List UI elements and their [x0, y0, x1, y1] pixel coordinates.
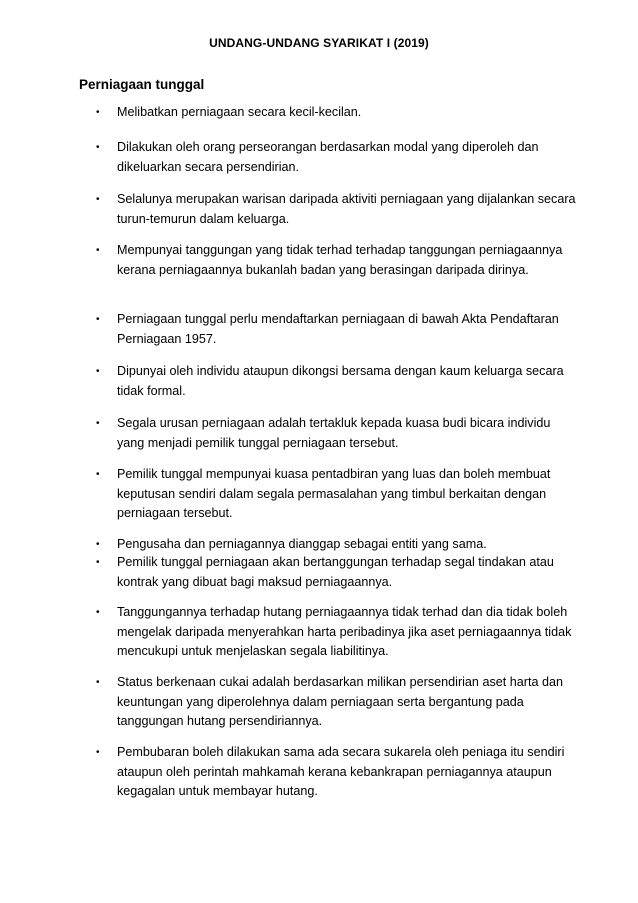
bullet-text: Segala urusan perniagaan adalah tertakluk kepada kuasa budi bicara individu yang menjadi pemilik tunggal perniagaan tersebut.	[117, 416, 551, 450]
bullet-text: Pengusaha dan perniagannya dianggap sebagai entiti yang sama.	[117, 537, 487, 551]
bullet-text: Status berkenaan cukai adalah berdasarkan milikan persendirian aset harta dan keuntungan yang diperolehnya dalam perniagaan serta bergantung pada tanggungan hutang persendiriannya.	[117, 675, 563, 728]
bullet-text: Perniagaan tunggal perlu mendaftarkan perniagaan di bawah Akta Pendaftaran Perniagaan 1957.	[117, 312, 559, 346]
bullet-item	[96, 414, 576, 453]
bullet-marker: •	[96, 194, 100, 205]
bullet-item	[96, 310, 576, 349]
bullet-marker: •	[96, 142, 100, 153]
bullet-text: Pembubaran boleh dilakukan sama ada secara sukarela oleh peniaga itu sendiri ataupun oleh perintah mahkamah kerana kebankrapan perniagannya ataupun kegagalan untuk membayar hutang.	[117, 745, 565, 798]
bullet-marker: •	[96, 107, 100, 118]
bullet-item	[96, 743, 576, 802]
bullet-item	[96, 465, 576, 524]
bullet-marker: •	[96, 539, 100, 550]
bullet-item	[96, 603, 576, 662]
bullet-text: Pemilik tunggal perniagaan akan bertanggungan terhadap segal tindakan atau kontrak yang dibuat bagi maksud perniagaannya.	[117, 555, 554, 589]
bullet-marker: •	[96, 314, 100, 325]
bullet-marker: •	[96, 418, 100, 429]
page-header: UNDANG-UNDANG SYARIKAT I (2019)	[209, 36, 429, 50]
bullet-text: Selalunya merupakan warisan daripada aktiviti perniagaan yang dijalankan secara turun-temurun dalam keluarga.	[117, 192, 576, 226]
bullet-item	[96, 535, 576, 555]
bullet-item	[96, 190, 576, 229]
bullet-item	[96, 241, 576, 280]
bullet-marker: •	[96, 677, 100, 688]
bullet-marker: •	[96, 557, 100, 568]
bullet-marker: •	[96, 245, 100, 256]
section-heading: Perniagaan tunggal	[79, 77, 205, 92]
bullet-item	[96, 103, 576, 123]
bullet-item	[96, 673, 576, 732]
bullet-text: Dipunyai oleh individu ataupun dikongsi bersama dengan kaum keluarga secara tidak formal.	[117, 364, 564, 398]
bullet-text: Dilakukan oleh orang perseorangan berdasarkan modal yang diperoleh dan dikeluarkan secara persendirian.	[117, 140, 539, 174]
bullet-marker: •	[96, 607, 100, 618]
bullet-marker: •	[96, 366, 100, 377]
bullet-item	[96, 138, 576, 177]
bullet-text: Melibatkan perniagaan secara kecil-kecilan.	[117, 105, 362, 119]
bullet-marker: •	[96, 747, 100, 758]
bullet-text: Mempunyai tanggungan yang tidak terhad terhadap tanggungan perniagaannya kerana perniagaannya bukanlah badan yang berasingan daripada dirinya.	[117, 243, 563, 277]
bullet-text: Pemilik tunggal mempunyai kuasa pentadbiran yang luas dan boleh membuat keputusan sendiri dalam segala permasalahan yang timbul berkaitan dengan perniagaan tersebut.	[117, 467, 551, 520]
bullet-item	[96, 362, 576, 401]
bullet-text: Tanggungannya terhadap hutang perniagaannya tidak terhad dan dia tidak boleh mengelak daripada menyerahkan harta peribadinya jika aset perniagaannya tidak mencukupi untuk menjelaskan segala liabilitinya.	[117, 605, 572, 658]
bullet-item	[96, 553, 576, 592]
bullet-marker: •	[96, 469, 100, 480]
